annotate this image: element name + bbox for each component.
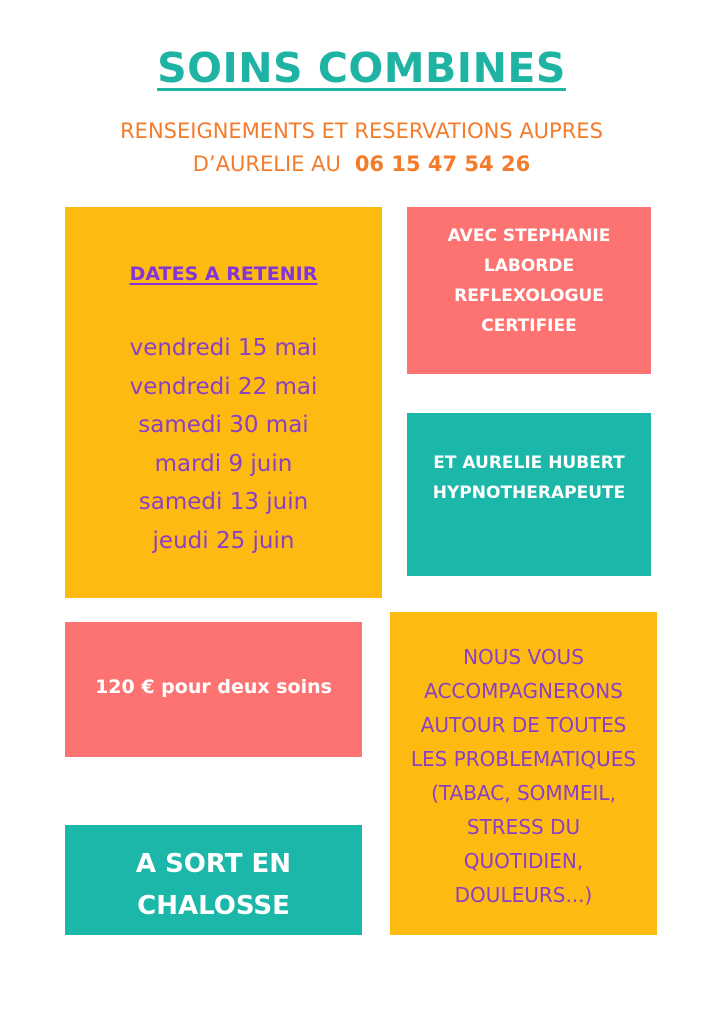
date-item: vendredi 15 mai (129, 335, 318, 361)
aurelie-text (407, 448, 651, 508)
dates-list (65, 329, 382, 560)
stephanie-text (407, 221, 651, 341)
aurelie-line: ET AURELIE HUBERT (433, 453, 625, 473)
date-item: samedi 13 juin (138, 489, 309, 515)
location-line: CHALOSSE (137, 891, 290, 921)
accompany-line: ACCOMPAGNERONS (424, 679, 623, 703)
aurelie-box (407, 413, 651, 576)
date-item: jeudi 25 juin (152, 527, 295, 554)
subtitle-line-2-wrapper (40, 148, 683, 181)
location-text (65, 843, 362, 927)
accompany-line: LES PROBLEMATIQUES (410, 747, 637, 771)
page-title: SOINS COMBINES (157, 44, 566, 92)
location-box (65, 825, 362, 935)
aurelie-line: HYPNOTHERAPEUTE (432, 483, 626, 503)
accompany-line: STRESS DU (466, 815, 581, 839)
price-box (65, 622, 362, 757)
accompany-box (390, 612, 657, 935)
accompany-text (390, 640, 657, 912)
stephanie-box (407, 207, 651, 374)
stephanie-line: LABORDE (483, 256, 575, 276)
dates-box (65, 207, 382, 598)
accompany-line: QUOTIDIEN, (463, 849, 584, 873)
accompany-line: NOUS VOUS (463, 645, 584, 669)
dates-heading: DATES A RETENIR (129, 263, 318, 285)
date-item: mardi 9 juin (154, 450, 293, 477)
accompany-line: AUTOUR DE TOUTES (420, 713, 627, 737)
contact-info (40, 115, 683, 181)
accompany-line: (TABAC, SOMMEIL, (431, 781, 616, 805)
stephanie-line: REFLEXOLOGUE (454, 286, 604, 306)
accompany-line: DOULEURS...) (454, 883, 593, 907)
price-text: 120 € pour deux soins (95, 676, 332, 698)
date-item: vendredi 22 mai (129, 373, 318, 400)
date-item: samedi 30 mai (138, 412, 309, 438)
stephanie-line: AVEC STEPHANIE (447, 226, 611, 246)
location-line: A SORT EN (135, 849, 292, 879)
stephanie-line: CERTIFIEE (481, 316, 577, 336)
subtitle-line-2: D’AURELIE AU (192, 152, 341, 176)
phone-number: 06 15 47 54 26 (354, 152, 531, 176)
subtitle-line-1: RENSEIGNEMENTS ET RESERVATIONS AUPRES (120, 119, 603, 143)
